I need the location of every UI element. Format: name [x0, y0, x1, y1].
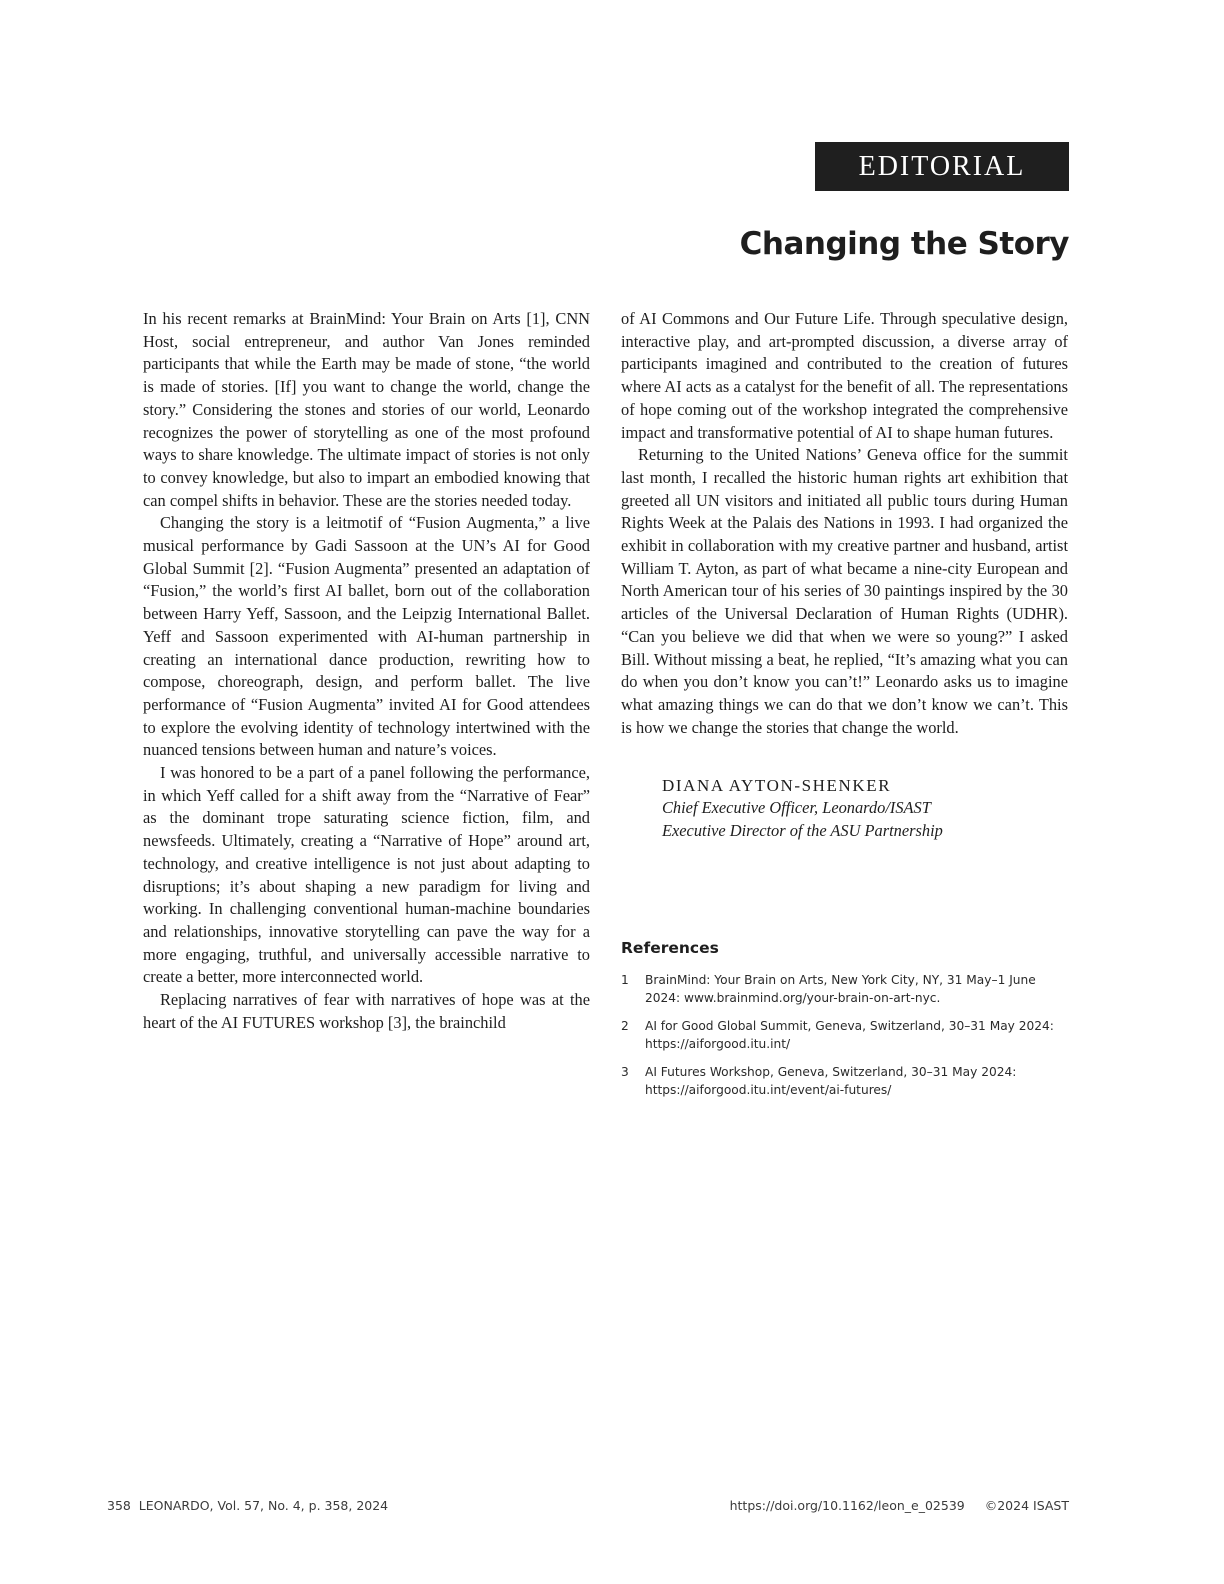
reference-text: AI Futures Workshop, Geneva, Switzerland, 30–31 May 2024: https://aiforgood.itu.int/event/ai-futures/: [645, 1065, 1017, 1097]
reference-item: [621, 1018, 1070, 1053]
body-paragraph: Replacing narratives of fear with narratives of hope was at the heart of the AI FUTURES workshop [3], the brainchild: [143, 990, 590, 1032]
reference-number: 2: [621, 1019, 629, 1033]
reference-number: 1: [621, 973, 629, 987]
body-paragraph: In his recent remarks at BrainMind: Your Brain on Arts [1], CNN Host, social entrepreneur, and author Van Jones reminded participants that while the Earth may be made of stone, “the world is made of stories. [If] you want to change the world, change the story.” Considering the stones and stories of our world, Leonardo recognizes the power of storytelling as one of the most profound ways to share knowledge. The ultimate impact of stories is not only to convey knowledge, but also to impart an embodied knowing that can compel shifts in behavior. These are the stories needed today.: [143, 309, 590, 510]
reference-number: 3: [621, 1065, 629, 1079]
author-title: Executive Director of the ASU Partnership: [662, 821, 943, 841]
author-name: DIANA AYTON-SHENKER: [662, 776, 892, 796]
section-label: EDITORIAL: [815, 142, 1069, 191]
references-heading: References: [621, 939, 719, 957]
doi-link[interactable]: https://doi.org/10.1162/leon_e_02539: [729, 1498, 965, 1513]
body-paragraph: of AI Commons and Our Future Life. Through speculative design, interactive play, and art-prompted discussion, a diverse array of participants imagined and contributed to the creation of futures where AI acts as a catalyst for the benefit of all. The representations of hope coming out of the workshop integrated the comprehensive impact and transformative potential of AI to shape human futures.: [621, 309, 1068, 442]
body-paragraph: I was honored to be a part of a panel following the performance, in which Yeff called for a shift away from the “Narrative of Fear” as the dominant trope saturating science fiction, film, and newsfeeds. Ultimately, creating a “Narrative of Hope” around art, technology, and creative intelligence is not just about adapting to disruptions; it’s about shaping a new paradigm for living and working. In challenging conventional human-machine boundaries and relationships, innovative storytelling can pave the way for a more engaging, truthful, and universally accessible narrative to create a better, more interconnected world.: [143, 763, 590, 987]
copyright: ©2024 ISAST: [984, 1498, 1069, 1513]
footer-right: [730, 1498, 1069, 1513]
references-list: [621, 972, 1070, 1110]
article-title: Changing the Story: [739, 226, 1069, 262]
reference-item: [621, 1064, 1070, 1099]
footer-citation: 358 LEONARDO, Vol. 57, No. 4, p. 358, 2024: [107, 1498, 389, 1513]
reference-item: [621, 972, 1070, 1007]
right-column: [621, 308, 1068, 843]
author-signature: [621, 774, 1068, 842]
body-paragraph: Returning to the United Nations’ Geneva office for the summit last month, I recalled the historic human rights art exhibition that greeted all UN visitors and initiated all public tours during Human Rights Week at the Palais des Nations in 1993. I had organized the exhibit in collaboration with my creative partner and husband, artist William T. Ayton, as part of what became a nine-city European and North American tour of his series of 30 paintings inspired by the 30 articles of the Universal Declaration of Human Rights (UDHR). “Can you believe we did that when we were so young?” I asked Bill. Without missing a beat, he replied, “It’s amazing what you can do when you don’t know you can’t!” Leonardo asks us to imagine what amazing things we can do that we don’t know we can’t. This is how we change the stories that change the world.: [621, 445, 1068, 737]
body-paragraph: Changing the story is a leitmotif of “Fusion Augmenta,” a live musical performance by Gadi Sassoon at the UN’s AI for Good Global Summit [2]. “Fusion Augmenta” presented an adaptation of “Fusion,” the world’s first AI ballet, born out of the collaboration between Harry Yeff, Sassoon, and the Leipzig International Ballet. Yeff and Sassoon experimented with AI-human partnership in creating an international dance production, rewriting how to compose, choreograph, design, and perform ballet. The live performance of “Fusion Augmenta” invited AI for Good attendees to explore the evolving identity of technology intertwined with the nuanced tensions between human and nature’s voices.: [143, 513, 590, 760]
reference-text: AI for Good Global Summit, Geneva, Switzerland, 30–31 May 2024: https://aiforgood.itu.int/: [645, 1019, 1054, 1051]
reference-text: BrainMind: Your Brain on Arts, New York City, NY, 31 May–1 June 2024: www.brainmind.org/your-brain-on-art-nyc.: [645, 973, 1036, 1005]
author-title: Chief Executive Officer, Leonardo/ISAST: [662, 798, 931, 818]
left-column: [143, 308, 590, 1035]
